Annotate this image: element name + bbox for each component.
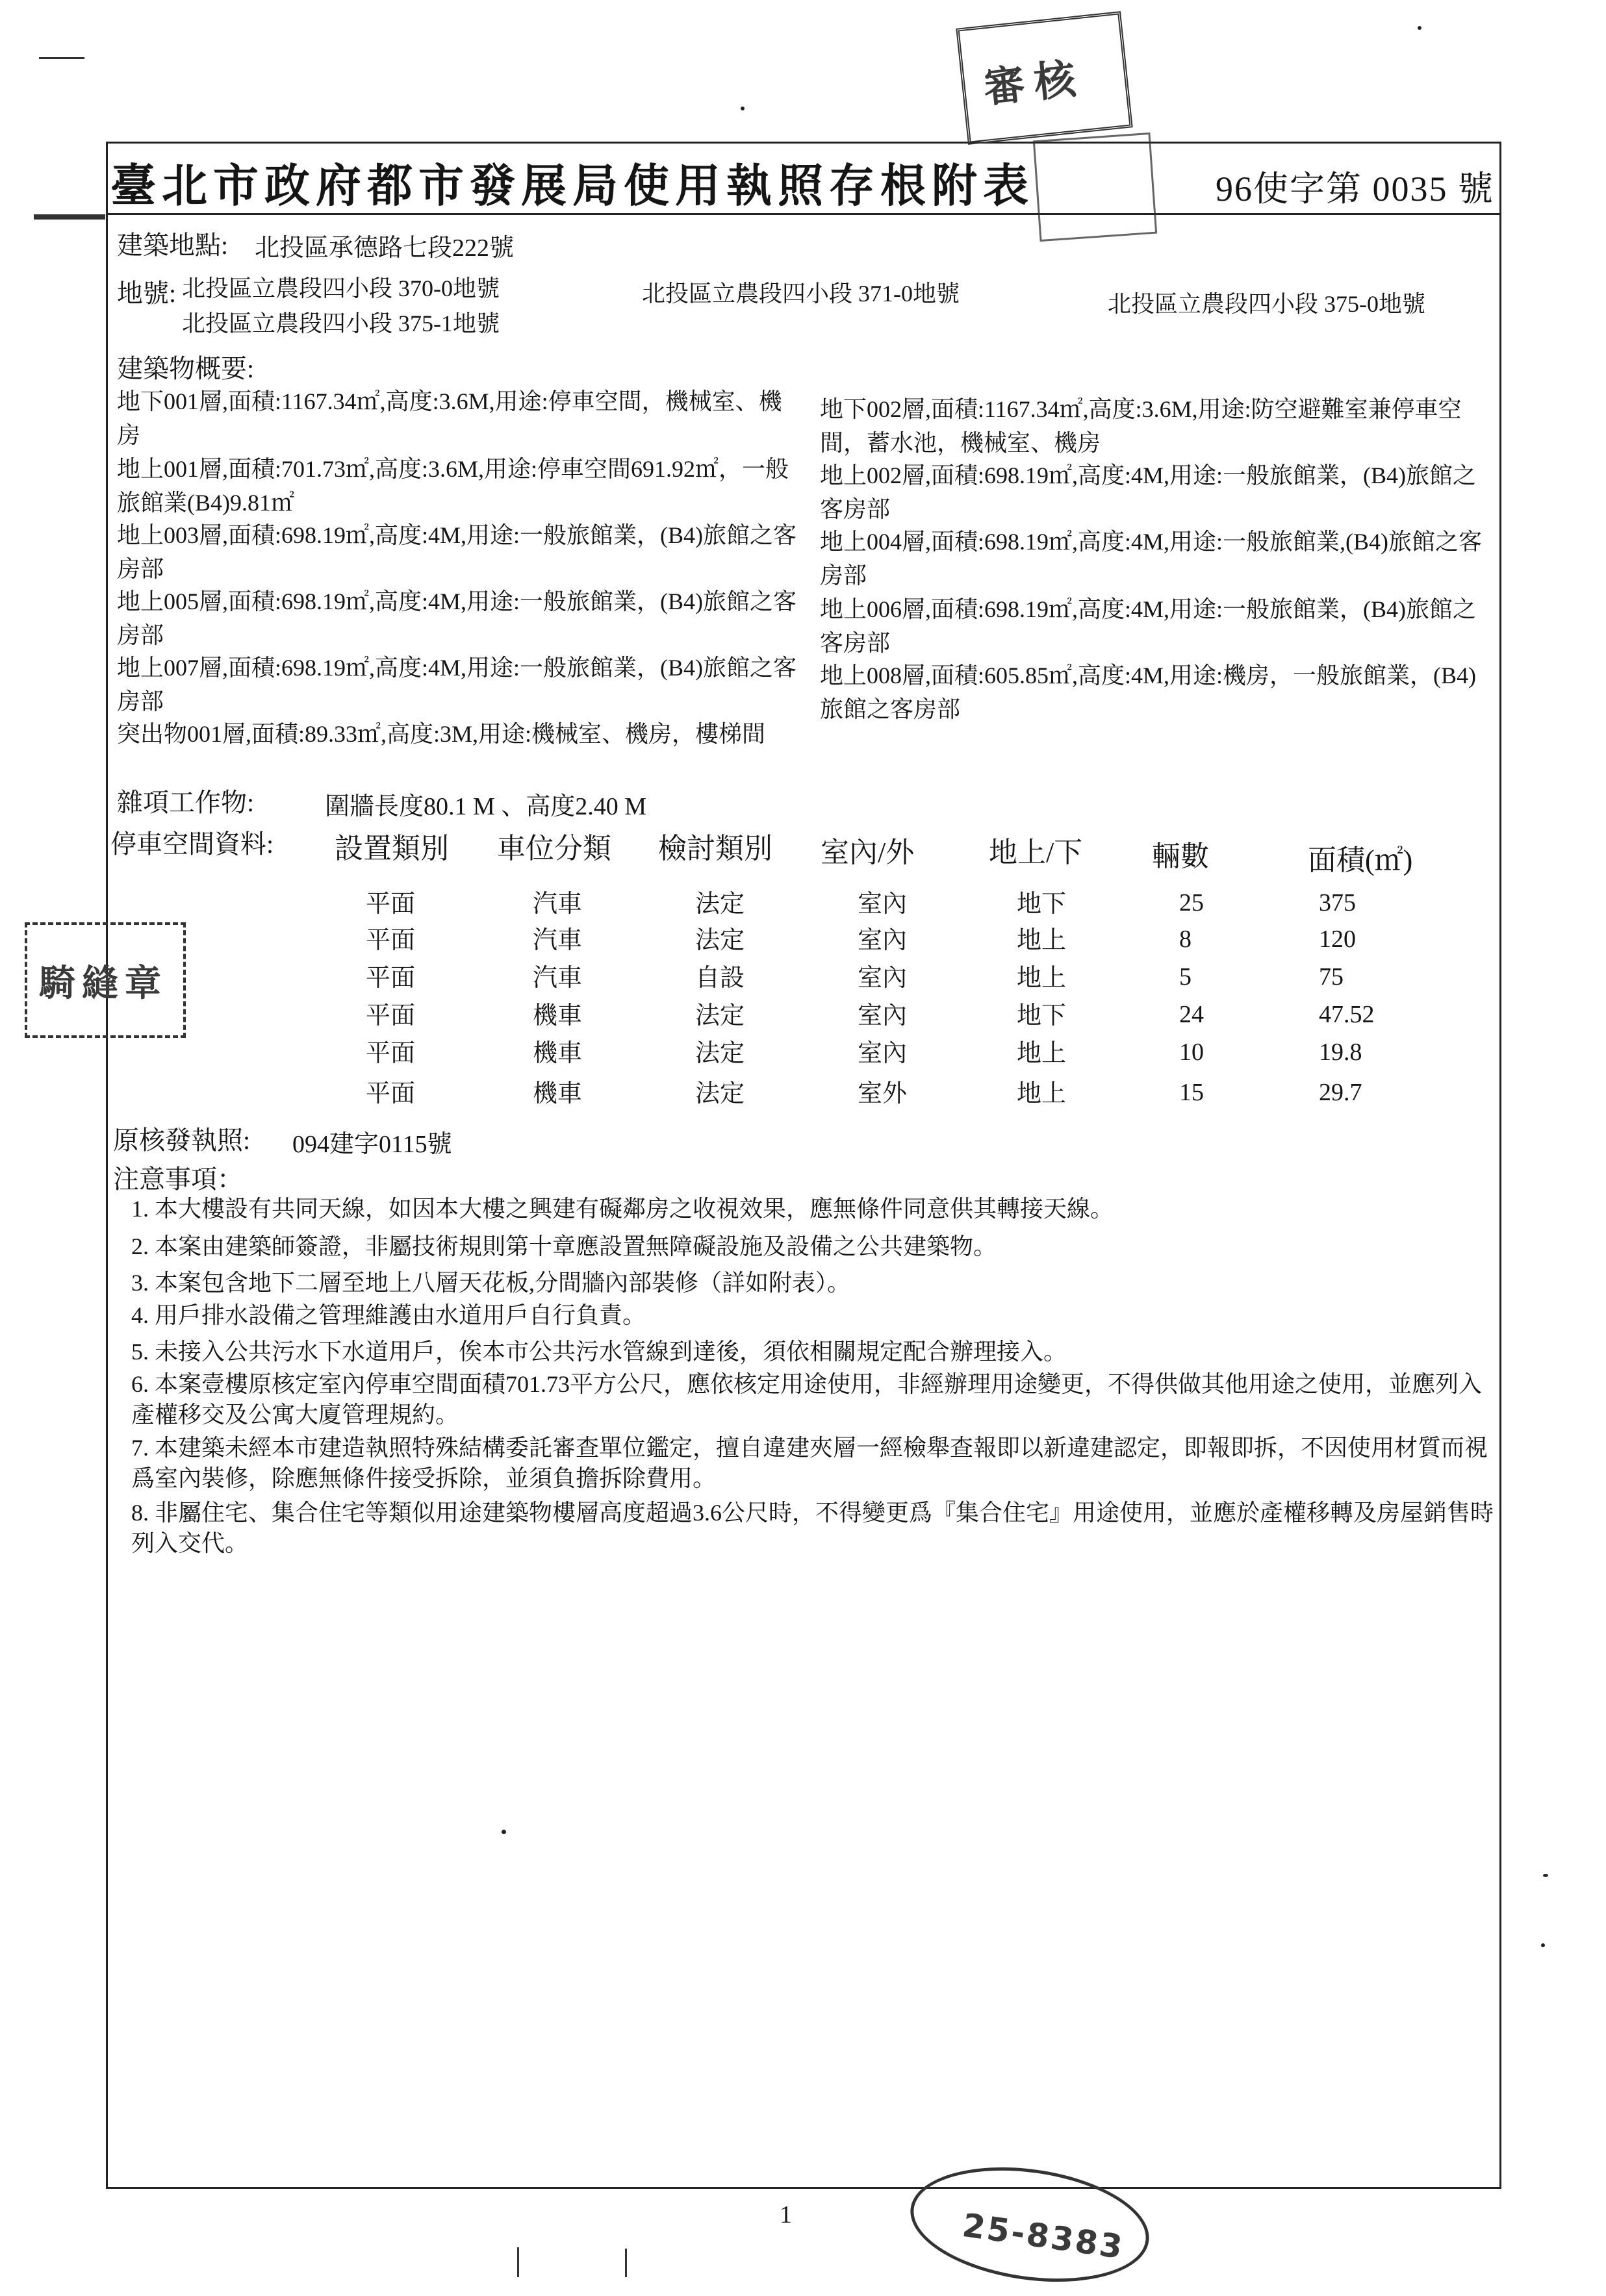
parking-header: 室內/外 xyxy=(821,837,915,868)
parking-cell: 8 xyxy=(1179,926,1192,953)
summary-label: 建築物概要: xyxy=(117,354,255,383)
note-text: 本案包含地下二層至地上八層天花板,分間牆內部裝修（詳如附表）。 xyxy=(155,1270,851,1296)
page-title: 臺北市政府都市發展局使用執照存根附表 xyxy=(110,162,1034,212)
parking-cell: 25 xyxy=(1179,889,1204,916)
note-text: 非屬住宅、集合住宅等類似用途建築物樓層高度超過3.6公尺時，不得變更爲『集合住宅』用途使用，並應於產權移轉及房屋銷售時列入交代。 xyxy=(131,1500,1494,1556)
parking-cell: 室內 xyxy=(858,1040,908,1067)
note-text: 本建築未經本市建造執照特殊結構委託審查單位鑑定，擅自違建夾層一經檢舉查報即以新違建認定，即報即拆，不因使用材質而視爲室內裝修，除應無條件接受拆除，並須負擔拆除費用。 xyxy=(131,1435,1488,1491)
floor-entry: 地上003層,面積:698.19㎡,高度:4M,用途:一般旅館業，(B4)旅館之客房部 xyxy=(117,522,797,582)
floor-entry: 地上004層,面積:698.19㎡,高度:4M,用途:一般旅館業,(B4)旅館之客房部 xyxy=(820,529,1483,588)
note-item xyxy=(131,1337,1502,1367)
parking-cell: 室內 xyxy=(858,965,908,992)
scan-mark xyxy=(625,2249,627,2277)
lot-item: 北投區立農段四小段 370-0地號 xyxy=(182,275,500,301)
note-text: 本案壹樓原核定室內停車空間面積701.73平方公尺，應依核定用途使用，非經辦理用途變更，不得供做其他用途之使用，並應列入產權移交及公寓大廈管理規約。 xyxy=(131,1371,1483,1428)
parking-cell: 5 xyxy=(1179,963,1192,990)
note-item xyxy=(131,1433,1502,1494)
note-number: 8. xyxy=(131,1500,149,1526)
parking-cell: 平面 xyxy=(366,927,416,954)
floor-entry: 地上008層,面積:605.85㎡,高度:4M,用途:機房，一般旅館業，(B4)旅館之客房部 xyxy=(820,662,1477,722)
lot-item: 北投區立農段四小段 375-1地號 xyxy=(182,310,500,336)
parking-cell: 汽車 xyxy=(533,965,583,992)
note-number: 1. xyxy=(131,1196,149,1222)
parking-cell: 地上 xyxy=(1017,1040,1067,1067)
parking-cell: 平面 xyxy=(366,965,416,992)
parking-cell: 機車 xyxy=(533,1002,583,1029)
title-overlap-stamp xyxy=(1033,132,1157,242)
parking-header: 面積(㎡) xyxy=(1308,844,1413,876)
parking-cell: 29.7 xyxy=(1319,1079,1362,1106)
misc-works-label: 雜項工作物: xyxy=(117,788,255,817)
parking-cell: 地上 xyxy=(1017,965,1067,992)
parking-header: 輛數 xyxy=(1152,840,1209,872)
parking-label: 停車空間資料: xyxy=(110,829,274,859)
floor-entry: 地下001層,面積:1167.34㎡,高度:3.6M,用途:停車空間，機械室、機房 xyxy=(117,388,782,448)
floor-entry: 地上002層,面積:698.19㎡,高度:4M,用途:一般旅館業，(B4)旅館之客房部 xyxy=(820,462,1477,522)
parking-cell: 室內 xyxy=(858,927,908,954)
note-item xyxy=(131,1268,1502,1298)
note-number: 3. xyxy=(131,1270,149,1296)
floor-entry: 突出物001層,面積:89.33㎡,高度:3M,用途:機械室、機房，樓梯間 xyxy=(117,721,766,747)
scan-mark xyxy=(39,57,84,59)
scan-speck xyxy=(1541,1943,1545,1947)
parking-cell: 平面 xyxy=(366,1080,416,1107)
parking-cell: 75 xyxy=(1319,963,1344,990)
parking-cell: 法定 xyxy=(695,1040,745,1067)
parking-cell: 法定 xyxy=(695,890,745,918)
note-item xyxy=(131,1300,1502,1331)
parking-cell: 室外 xyxy=(858,1080,908,1107)
scan-speck xyxy=(502,1830,506,1834)
note-number: 5. xyxy=(131,1339,149,1365)
top-seal-stamp xyxy=(956,11,1132,145)
floor-entry: 地上006層,面積:698.19㎡,高度:4M,用途:一般旅館業，(B4)旅館之客房部 xyxy=(820,596,1477,656)
note-number: 2. xyxy=(131,1233,149,1259)
parking-header: 車位分類 xyxy=(497,833,611,864)
notes-label: 注意事項： xyxy=(113,1165,243,1194)
parking-cell: 地下 xyxy=(1017,890,1067,918)
location-value: 北投區承德路七段222號 xyxy=(255,234,515,262)
scan-mark xyxy=(34,214,105,220)
parking-cell: 平面 xyxy=(366,1002,416,1029)
note-number: 6. xyxy=(131,1371,149,1397)
note-item xyxy=(131,1231,1502,1262)
scan-speck xyxy=(1418,26,1421,30)
parking-cell: 地上 xyxy=(1017,1080,1067,1107)
note-number: 4. xyxy=(131,1302,149,1328)
note-number: 7. xyxy=(131,1435,149,1461)
parking-cell: 375 xyxy=(1319,889,1356,916)
original-license-label: 原核發執照: xyxy=(113,1126,251,1155)
note-item xyxy=(131,1498,1502,1559)
parking-cell: 平面 xyxy=(366,890,416,918)
note-text: 未接入公共污水下水道用戶，俟本市公共污水管線到達後，須依相關規定配合辦理接入。 xyxy=(155,1339,1067,1365)
location-label: 建築地點: xyxy=(117,231,229,260)
parking-cell: 地上 xyxy=(1017,927,1067,954)
parking-cell: 法定 xyxy=(695,1002,745,1029)
lots-label: 地號: xyxy=(117,279,177,308)
parking-cell: 汽車 xyxy=(533,927,583,954)
note-text: 本大樓設有共同天線，如因本大樓之興建有礙鄰房之收視效果，應無條件同意供其轉接天線。 xyxy=(155,1196,1114,1222)
parking-cell: 24 xyxy=(1179,1001,1204,1028)
misc-works-value: 圍牆長度80.1 M 、高度2.40 M xyxy=(325,793,647,820)
floor-entry: 地上001層,面積:701.73㎡,高度:3.6M,用途:停車空間691.92㎡，一般旅館業(B4)9.81㎡ xyxy=(117,456,789,516)
parking-cell: 19.8 xyxy=(1319,1039,1362,1066)
floor-entry: 地上007層,面積:698.19㎡,高度:4M,用途:一般旅館業，(B4)旅館之客房部 xyxy=(117,655,797,714)
parking-cell: 10 xyxy=(1179,1039,1204,1066)
note-item xyxy=(131,1369,1502,1430)
bottom-seal-text: 25-8383 xyxy=(960,2206,1127,2267)
parking-cell: 120 xyxy=(1319,926,1356,953)
parking-cell: 平面 xyxy=(366,1040,416,1067)
scan-speck xyxy=(741,107,745,110)
parking-cell: 汽車 xyxy=(533,890,583,918)
parking-cell: 47.52 xyxy=(1319,1001,1375,1028)
permit-number: 96使字第 0035 號 xyxy=(1216,170,1494,208)
parking-cell: 自設 xyxy=(695,965,745,992)
floor-entry: 地上005層,面積:698.19㎡,高度:4M,用途:一般旅館業，(B4)旅館之客房部 xyxy=(117,588,797,648)
scan-mark xyxy=(517,2247,519,2277)
lot-item: 北投區立農段四小段 371-0地號 xyxy=(642,281,960,307)
left-seal-stamp xyxy=(25,922,186,1038)
parking-cell: 室內 xyxy=(858,890,908,918)
top-seal-text: 審核 xyxy=(981,54,1088,113)
left-seal-text: 騎縫章 xyxy=(39,963,168,1005)
parking-cell: 機車 xyxy=(533,1080,583,1107)
parking-header: 地上/下 xyxy=(989,837,1083,868)
parking-cell: 機車 xyxy=(533,1040,583,1067)
parking-cell: 室內 xyxy=(858,1002,908,1029)
scan-speck xyxy=(1543,1874,1548,1877)
parking-cell: 15 xyxy=(1179,1079,1204,1106)
page-number: 1 xyxy=(780,2201,792,2228)
parking-cell: 地下 xyxy=(1017,1002,1067,1029)
note-text: 用戶排水設備之管理維護由水道用戶自行負責。 xyxy=(155,1302,646,1328)
parking-header: 設置類別 xyxy=(335,833,449,864)
original-license-value: 094建字0115號 xyxy=(292,1131,452,1158)
parking-header: 檢討類別 xyxy=(658,833,772,864)
lot-item: 北投區立農段四小段 375-0地號 xyxy=(1108,291,1425,317)
floor-entry: 地下002層,面積:1167.34㎡,高度:3.6M,用途:防空避難室兼停車空間，蓄水池，機械室、機房 xyxy=(820,396,1462,456)
parking-cell: 法定 xyxy=(695,927,745,954)
note-item xyxy=(131,1194,1502,1224)
parking-cell: 法定 xyxy=(695,1080,745,1107)
note-text: 本案由建築師簽證，非屬技術規則第十章應設置無障礙設施及設備之公共建築物。 xyxy=(155,1233,997,1259)
